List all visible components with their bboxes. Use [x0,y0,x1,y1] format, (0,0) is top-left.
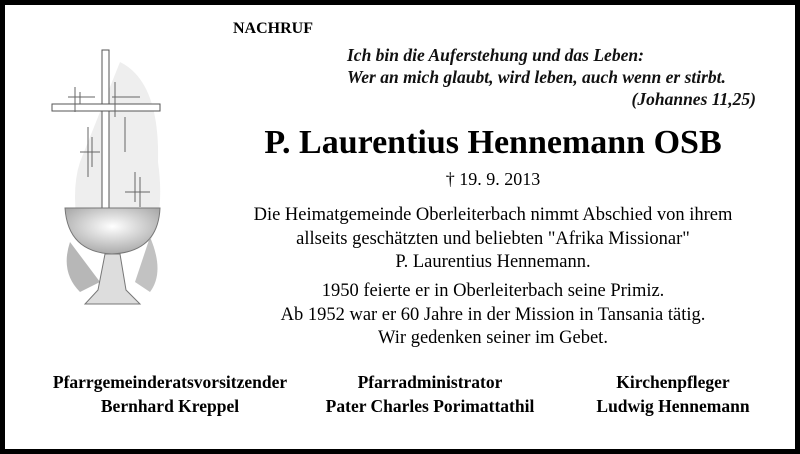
paragraph-line: 1950 feierte er in Oberleiterbach seine Primiz. [321,281,665,301]
biography-paragraph [220,280,766,351]
signature-title: Pfarradministrator [357,372,503,392]
bible-quote-line: Wer an mich glaubt, wird leben, auch wenn er stirbt. [347,67,726,87]
signature-name: Bernhard Kreppel [100,396,240,416]
paragraph-line: P. Laurentius Hennemann. [395,252,591,272]
death-date: † 19. 9. 2013 [445,169,541,189]
paragraph-line: allseits geschätzten und beliebten "Afrika Missionar" [296,228,690,249]
farewell-paragraph [220,204,766,275]
cross-and-chalice-illustration [40,42,180,314]
signature-block [300,370,560,418]
bible-quote-reference: (Johannes 11,25) [631,89,756,109]
deceased-name: P. Laurentius Hennemann OSB [264,124,722,161]
signature-title: Pfarrgemeinderatsvorsitzender [52,372,288,392]
notice-heading: NACHRUF [233,20,313,37]
signature-name: Ludwig Hennemann [596,396,750,416]
signature-title: Kirchenpfleger [616,372,730,392]
bible-quote-line: Ich bin die Auferstehung und das Leben: [347,45,644,65]
signature-name: Pater Charles Porimattathil [325,396,535,416]
paragraph-line: Wir gedenken seiner im Gebet. [378,328,608,348]
signature-block [543,370,800,418]
paragraph-line: Ab 1952 war er 60 Jahre in der Mission in Tansania tätig. [280,304,706,325]
paragraph-line: Die Heimatgemeinde Oberleiterbach nimmt Abschied von ihrem [253,205,733,225]
signature-block [40,370,300,418]
